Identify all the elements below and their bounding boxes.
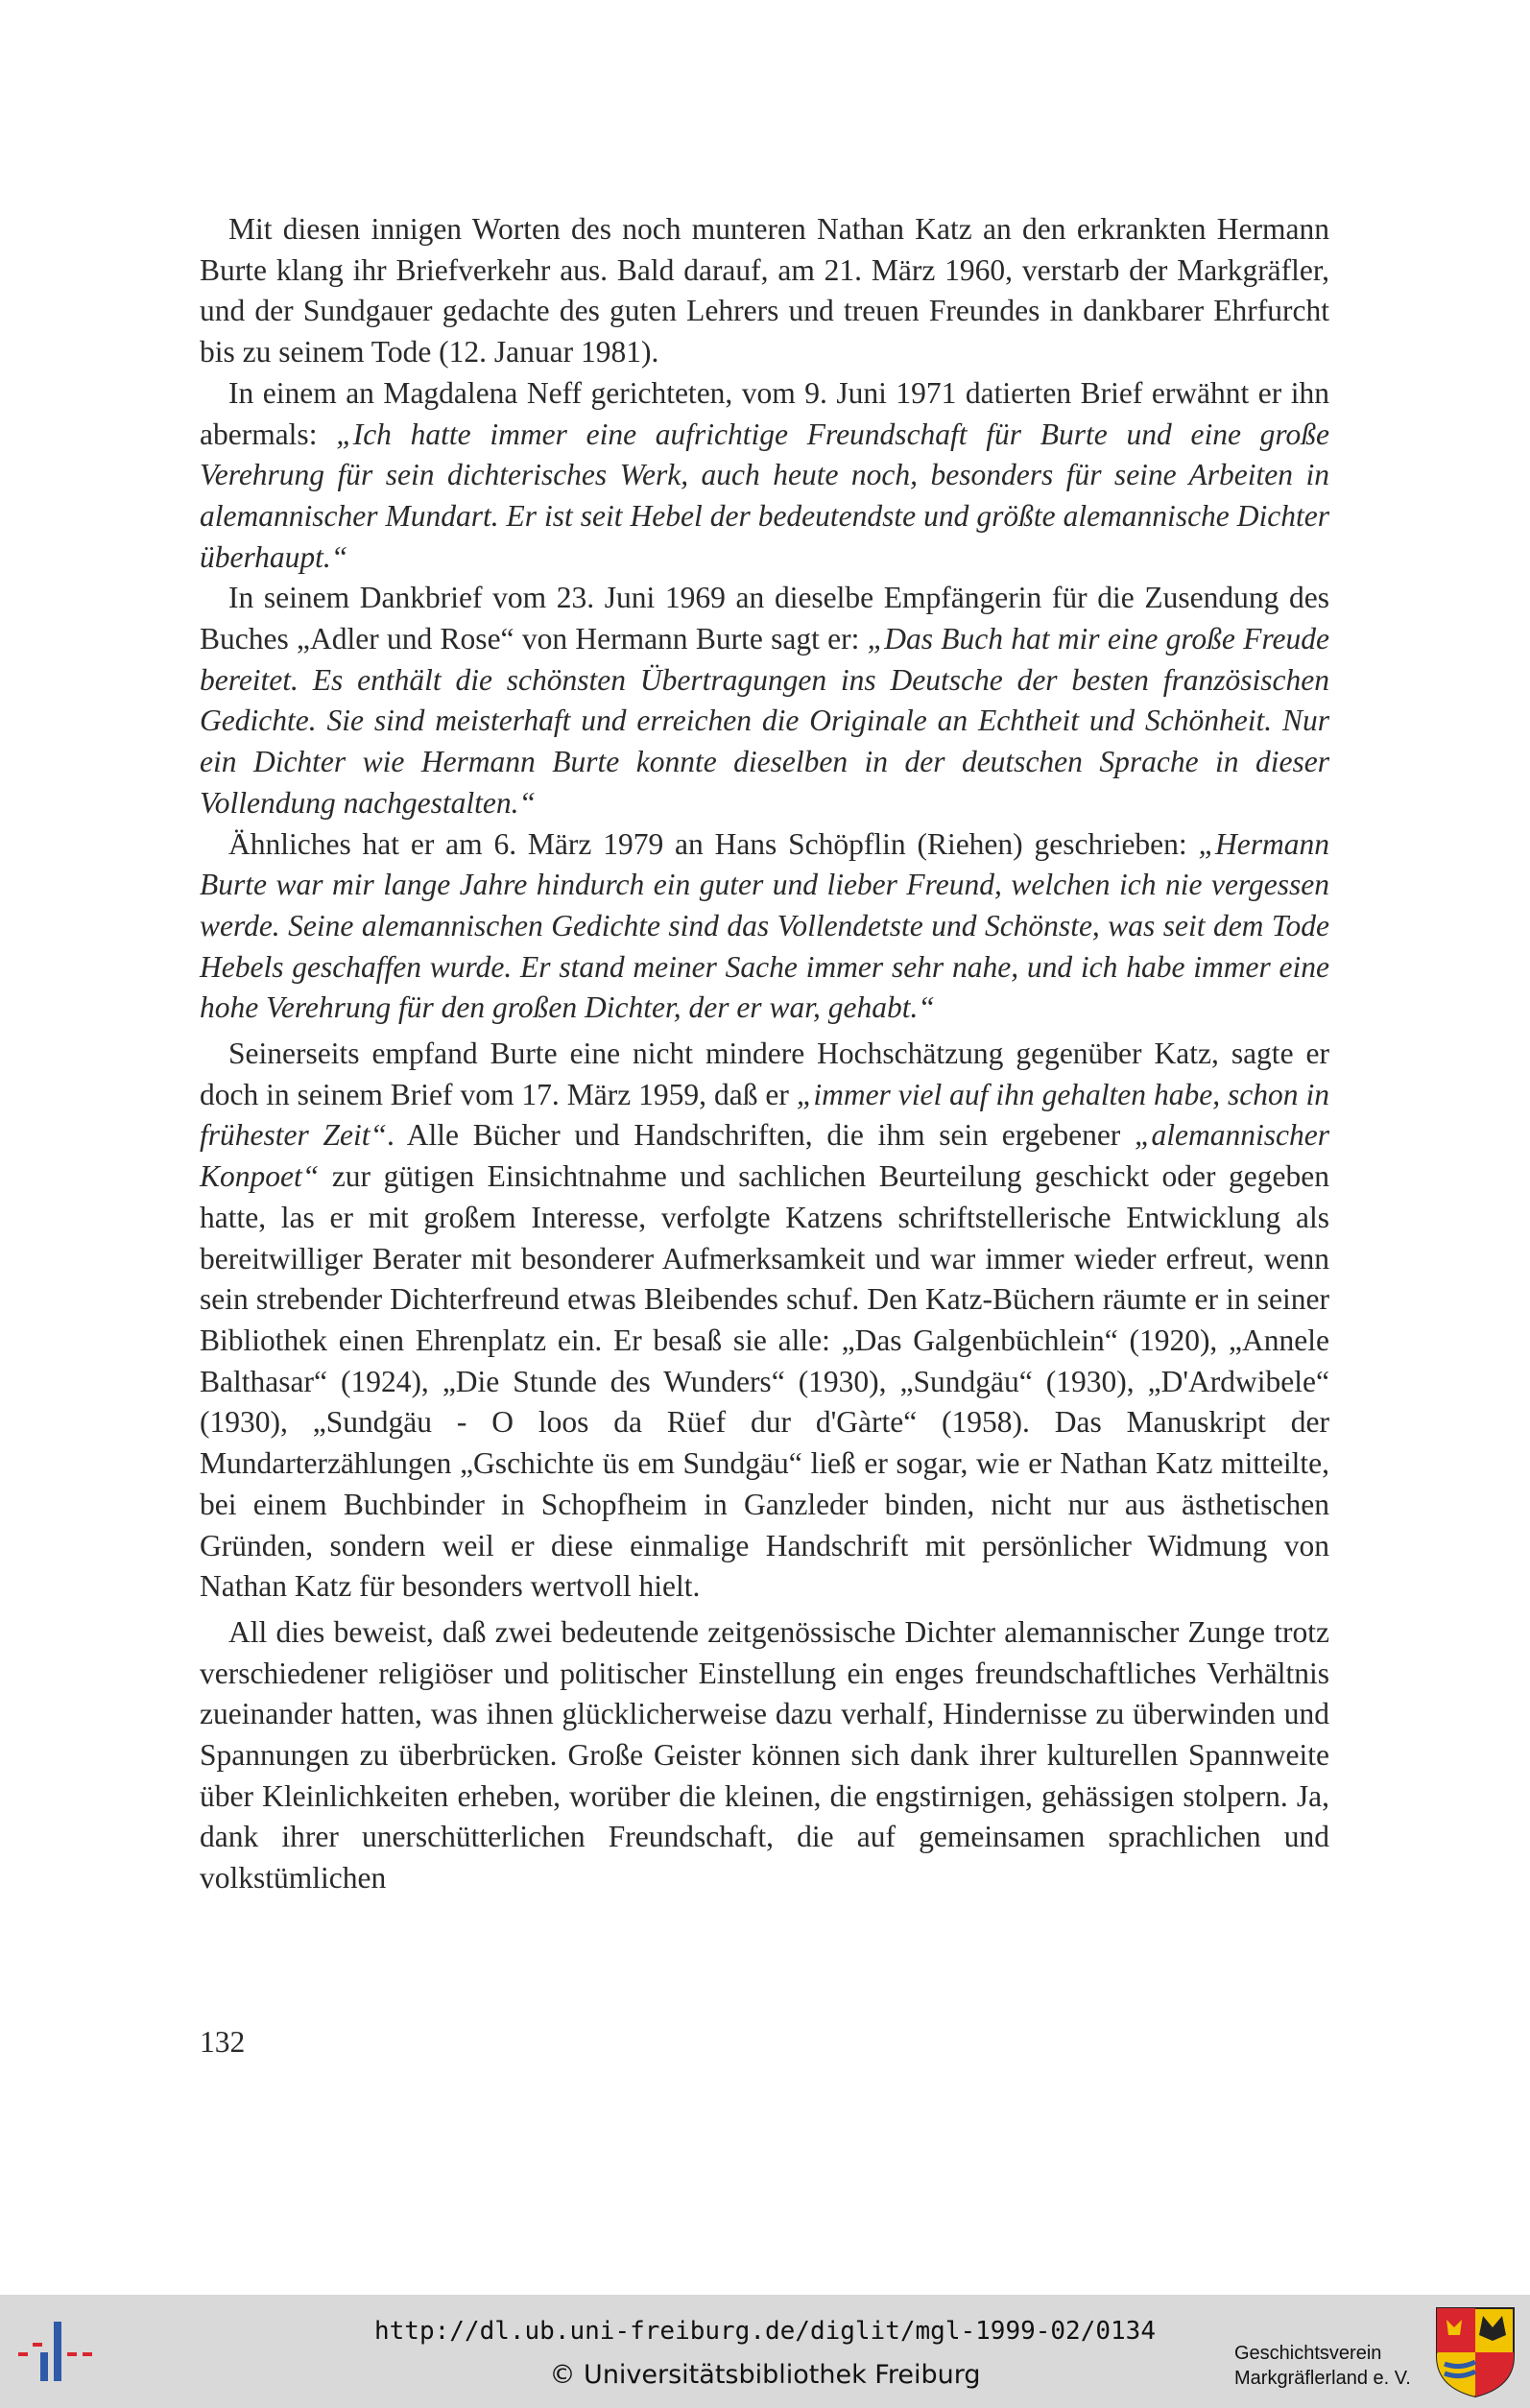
paragraph: [200, 824, 1329, 1030]
text-run: Ähnliches hat er am 6. März 1979 an Hans Schöpflin (Riehen) geschrieben:: [228, 826, 1199, 861]
society-line-1: Geschichtsverein: [1234, 2343, 1382, 2364]
text-run: All dies beweist, daß zwei bedeutende zeitgenössische Dichter alemannischer Zunge trotz verschiedener religiöser und politischer Einstellung ein enges freundschaftliches Verhältnis zueinander hatten, was ihnen glücklicherweise dazu verhalf, Hindernisse zu überwinden und Spannungen zu überbrücken. Große Geister können sich dank ihrer kulturellen Spannweite über Kleinlichkeiten erheben, worüber die kleinen, die engstirnigen, gehässigen stolpern. Ja, dank ihrer unerschütterlichen Freundschaft, die auf gemeinsamen sprachlichen und volkstümlichen: [200, 1614, 1329, 1895]
text-run: zur gütigen Einsichtnahme und sachlichen Beurteilung geschickt oder gegeben hatte, las er mit großem Interesse, verfolgte Katzens schriftstellerische Entwicklung als bereitwilliger Berater mit besonderer Aufmerksamkeit und war immer wieder erfreut, wenn sein strebender Dichterfreund etwas Bleibendes schuf. Den Katz-Büchern räumte er in seiner Bibliothek einen Ehrenplatz ein. Er besaß sie alle: „Das Galgenbüchlein“ (1920), „Annele Balthasar“ (1924), „Die Stunde des Wunders“ (1930), „Sundgäu“ (1930), „D'Ardwibele“ (1930), „Sundgäu - O loos da Rüef dur d'Gàrte“ (1958). Das Manuskript der Mundarterzählungen „Gschichte üs em Sundgäu“ ließ er sogar, wie er Nathan Katz mitteilte, bei einem Buchbinder in Schopfheim in Ganzleder binden, nicht nur aus ästhetischen Gründen, sondern weil er diese einmalige Handschrift mit persönlicher Widmung von Nathan Katz für besonders wertvoll hielt.: [200, 1159, 1329, 1604]
text-run: Seinerseits empfand Burte eine nicht mindere Hochschätzung gegenüber Katz, sagte er doch in seinem Brief vom 17. März 1959, daß er: [200, 1037, 1329, 1111]
quote-text: „immer viel auf ihn gehalten habe, schon in frühester Zeit“: [200, 1077, 1329, 1153]
paragraph: [200, 373, 1329, 579]
paragraph: [200, 1612, 1329, 1899]
paragraph: [200, 1034, 1329, 1608]
society-name: [1234, 2341, 1411, 2391]
footer-copyright: © Universitätsbibliothek Freiburg: [549, 2360, 981, 2390]
quote-text: „Das Buch hat mir eine große Freude bereitet. Es enthält die schönsten Übertragungen ins Deutsche der besten französischen Gedichte. Sie sind meisterhaft und erreichen die Originale an Echtheit und Schönheit. Nur ein Dichter wie Hermann Burte konnte dieselben in der deutschen Sprache in dieser Vollendung nachgestalten.“: [200, 622, 1329, 820]
coat-of-arms-icon: [1435, 2306, 1516, 2398]
text-run: In seinem Dankbrief vom 23. Juni 1969 an dieselbe Empfängerin für die Zusendung des Buches „Adler und Rose“ von Hermann Burte sagt er:: [200, 581, 1329, 656]
footer-url[interactable]: http://dl.ub.uni-freiburg.de/diglit/mgl-1999-02/0134: [374, 2317, 1156, 2346]
quote-text: „Hermann Burte war mir lange Jahre hindurch ein guter und lieber Freund, welchen ich nie vergessen werde. Seine alemannischen Gedichte sind das Vollendetste und Schönste, was seit dem Tode Hebels geschaffen wurde. Er stand meiner Sache immer sehr nahe, und ich habe immer eine hohe Verehrung für den großen Dichter, der er war, gehabt.“: [200, 826, 1329, 1025]
body-text: [200, 209, 1329, 1899]
text-run: . Alle Bücher und Handschriften, die ihm sein ergebener: [386, 1118, 1136, 1153]
footer-bar: [0, 2295, 1530, 2408]
paragraph: [200, 578, 1329, 823]
text-run: Mit diesen innigen Worten des noch munteren Nathan Katz an den erkrankten Hermann Burte klang ihr Briefverkehr aus. Bald darauf, am 21. März 1960, verstarb der Markgräfler, und der Sundgauer gedachte des guten Lehrers und treuen Freundes in dankbarer Ehrfurcht bis zu seinem Tode (12. Januar 1981).: [200, 212, 1329, 370]
quote-text: „alemannischer Konpoet“: [200, 1118, 1329, 1194]
quote-text: „Ich hatte immer eine aufrichtige Freundschaft für Burte und eine große Verehrung für sein dichterisches Werk, auch heute noch, besonders für seine Arbeiten in alemannischer Mundart. Er ist seit Hebel der bedeutendste und größte alemannische Dichter überhaupt.“: [200, 417, 1329, 574]
paragraph: [200, 209, 1329, 373]
society-line-2: Markgräflerland e. V.: [1234, 2368, 1411, 2389]
page-number: 132: [200, 2025, 246, 2059]
text-run: In einem an Magdalena Neff gerichteten, vom 9. Juni 1971 datierten Brief erwähnt er ihn abermals:: [200, 375, 1329, 451]
